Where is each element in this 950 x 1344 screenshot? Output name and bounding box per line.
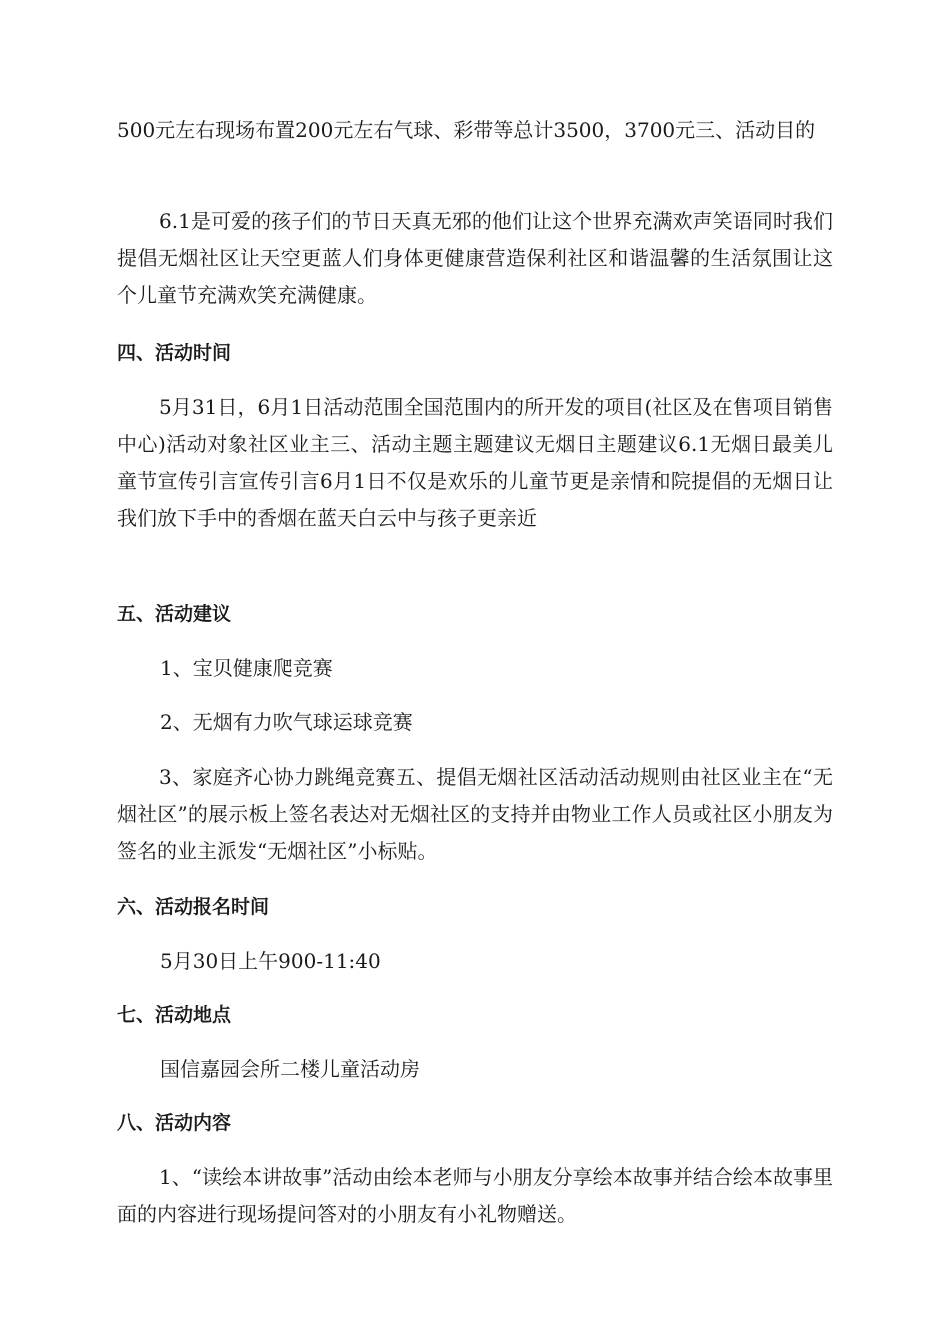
paragraph-budget: 500元左右现场布置200元左右气球、彩带等总计3500，3700元三、活动目的 [117,118,816,142]
paragraph-activity-content: 1、“读绘本讲故事”活动由绘本老师与小朋友分享绘本故事并结合绘本故事里面的内容进行现场提问答对的小朋友有小礼物赠送。 [117,1165,833,1226]
list-item-balloon: 2、无烟有力吹气球运球竞赛 [160,710,413,734]
heading-activity-location: 七、活动地点 [117,1004,232,1026]
paragraph-rope-skipping: 3、家庭齐心协力跳绳竞赛五、提倡无烟社区活动活动规则由社区业主在“无烟社区”的展示板上签名表达对无烟社区的支持并由物业工作人员或社区小朋友为签名的业主派发“无烟社区”小标贴。 [117,765,833,863]
registration-time: 5月30日上午900-11:40 [160,949,381,973]
heading-activity-suggestions: 五、活动建议 [117,603,232,625]
paragraph-activity-time: 5月31日，6月1日活动范围全国范围内的所开发的项目(社区及在售项目销售中心)活动对象社区业主三、活动主题主题建议无烟日主题建议6.1无烟日最美儿童节宣传引言宣传引言6月1日不仅是欢乐的儿童节更是亲情和院提倡的无烟日让我们放下手中的香烟在蓝天白云中与孩子更亲近 [117,395,833,530]
heading-registration-time: 六、活动报名时间 [117,896,270,918]
heading-activity-time: 四、活动时间 [117,342,232,364]
activity-location: 国信嘉园会所二楼儿童活动房 [160,1057,420,1081]
paragraph-purpose: 6.1是可爱的孩子们的节日天真无邪的他们让这个世界充满欢声笑语同时我们提倡无烟社区让天空更蓝人们身体更健康营造保利社区和谐温馨的生活氛围让这个儿童节充满欢笑充满健康。 [117,209,833,307]
list-item-crawl: 1、宝贝健康爬竞赛 [160,656,333,680]
heading-activity-content: 八、活动内容 [117,1112,232,1134]
